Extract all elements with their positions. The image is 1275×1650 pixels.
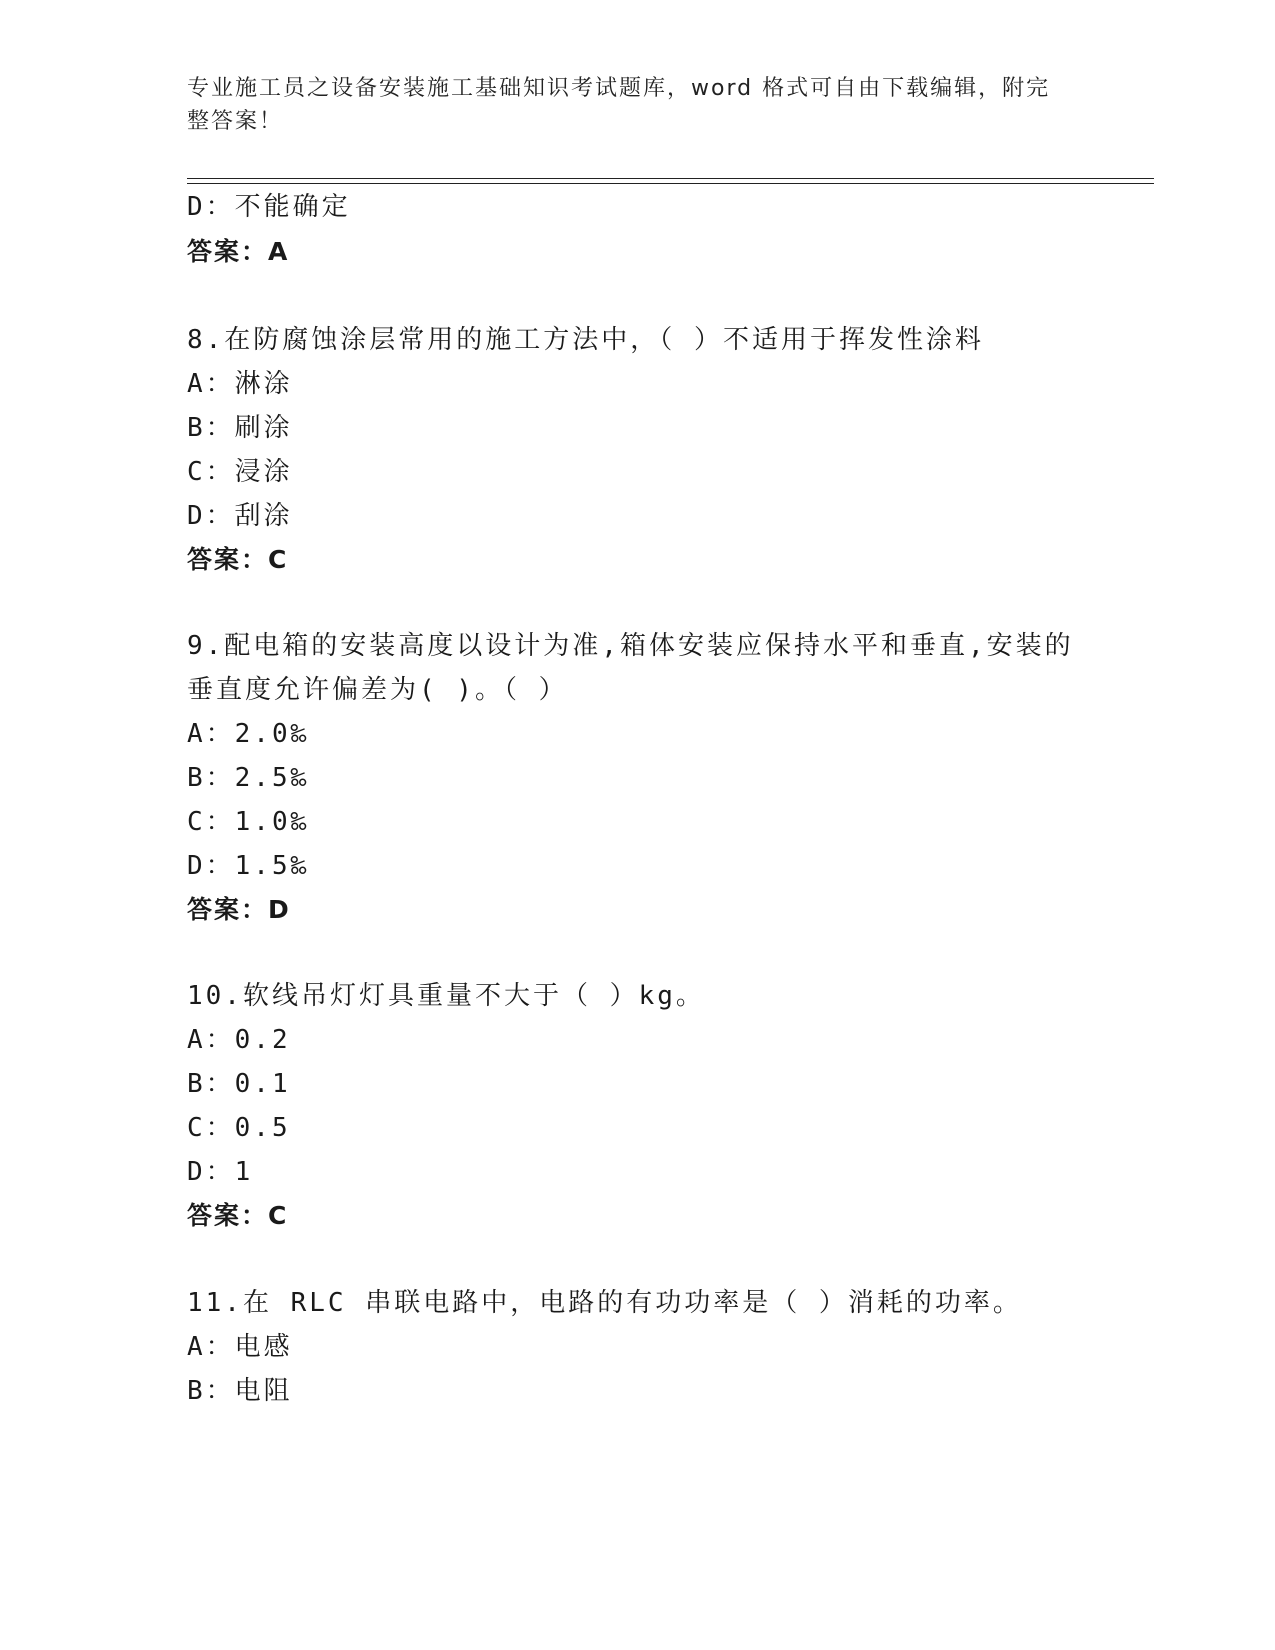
q10-option-a: A：0.2: [187, 1025, 291, 1055]
q11-stem: 11.在 RLC 串联电路中，电路的有功功率是（ ）消耗的功率。: [187, 1288, 1022, 1318]
q11-option-a: A：电感: [187, 1332, 293, 1362]
q10-option-b: B：0.1: [187, 1069, 291, 1099]
header-divider-top: [187, 178, 1154, 179]
header-line-1: 专业施工员之设备安装施工基础知识考试题库，word 格式可自由下载编辑，附完: [187, 76, 1051, 101]
q10-option-c: C：0.5: [187, 1113, 291, 1143]
q8-option-b: B：刷涂: [187, 413, 293, 443]
q9-option-b: B：2.5‰: [187, 763, 310, 793]
q10-answer: 答案：C: [187, 1201, 289, 1230]
q7-answer: 答案：A: [187, 237, 290, 266]
q9-answer: 答案：D: [187, 895, 291, 924]
q7-option-d: D：不能确定: [187, 192, 351, 222]
q9-stem-line-1: 9.配电箱的安装高度以设计为准,箱体安装应保持水平和垂直,安装的: [187, 631, 1074, 661]
q8-stem: 8.在防腐蚀涂层常用的施工方法中，（ ）不适用于挥发性涂料: [187, 325, 984, 355]
q9-option-a: A：2.0‰: [187, 719, 310, 749]
q10-stem: 10.软线吊灯灯具重量不大于（ ）kg。: [187, 981, 705, 1011]
q8-option-a: A：淋涂: [187, 369, 293, 399]
q8-option-d: D：刮涂: [187, 501, 293, 531]
q10-option-d: D：1: [187, 1157, 254, 1187]
header-line-2: 整答案！: [187, 109, 284, 134]
q8-answer: 答案：C: [187, 545, 289, 574]
q9-option-d: D：1.5‰: [187, 851, 310, 881]
document-header: [187, 72, 1067, 138]
q11-option-b: B：电阻: [187, 1376, 293, 1406]
q9-option-c: C：1.0‰: [187, 807, 310, 837]
header-divider-bottom: [187, 183, 1154, 184]
q9-stem-line-2: 垂直度允许偏差为( )。（ ）: [187, 675, 568, 705]
q8-option-c: C：浸涂: [187, 457, 293, 487]
